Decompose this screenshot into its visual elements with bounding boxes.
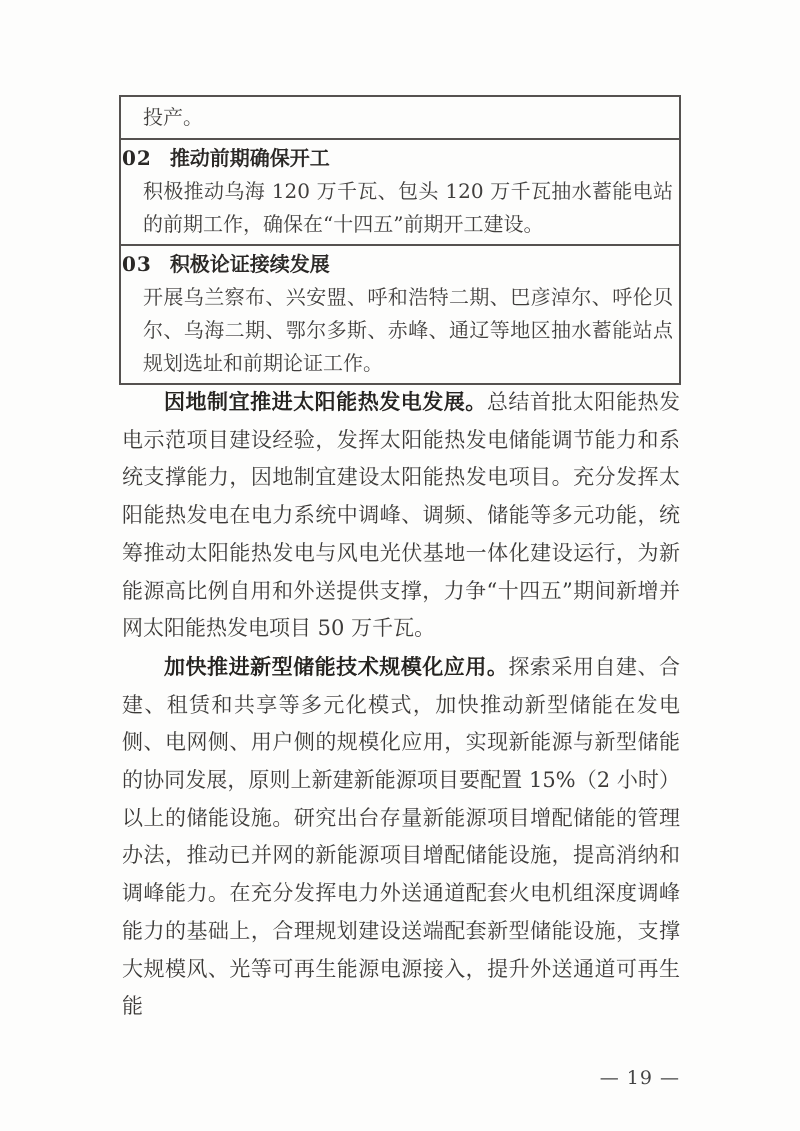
key-tasks-box (119, 95, 681, 385)
box-item-03-title: 积极论证接续发展 (169, 252, 330, 276)
paragraph-solar-thermal-lead: 因地制宜推进太阳能热发电发展。 (164, 389, 487, 414)
box-item-02-title: 推动前期确保开工 (169, 146, 330, 170)
paragraph-solar-thermal (122, 383, 680, 648)
page-footer (572, 1045, 680, 1111)
box-item-03-heading (121, 248, 675, 281)
paragraph-energy-storage-text: 探索采用自建、合建、租赁和共享等多元化模式，加快推动新型储能在发电侧、电网侧、用户侧的规模化应用，实现新能源与新型储能的协同发展，原则上新建新能源项目要配置 15%（2 小时）以上的储能设施。研究出台存量新能源项目增配储能的管理办法，推动已并网的新能源项目增配储能设施，提高消纳和调峰能力。在充分发挥电力外送通道配套火电机组深度调峰能力的基础上，合理规划建设送端配套新型储能设施，支撑大规模风、光等可再生能源电源接入，提升外送通道可再生能 (122, 654, 681, 1019)
box-item-03-body: 开展乌兰察布、兴安盟、呼和浩特二期、巴彦淖尔、呼伦贝尔、乌海二期、鄂尔多斯、赤峰、通辽等地区抽水蓄能站点规划选址和前期论证工作。 (143, 285, 673, 375)
page-number: — 19 — (599, 1067, 680, 1089)
paragraph-solar-thermal-text: 总结首批太阳能热发电示范项目建设经验，发挥太阳能热发电储能调节能力和系统支撑能力，因地制宜建设太阳能热发电项目。充分发挥太阳能热发电在电力系统中调峰、调频、储能等多元功能，统筹推动太阳能热发电与风电光伏基地一体化建设运行，为新能源高比例自用和外送提供支撑，力争“十四五”期间新增并网太阳能热发电项目 50 万千瓦。 (122, 390, 681, 641)
paragraph-energy-storage (122, 648, 680, 1026)
box-item-02-body: 积极推动乌海 120 万千瓦、包头 120 万千瓦抽水蓄能电站的前期工作，确保在“十四五”前期开工建设。 (143, 179, 673, 236)
box-item-02 (121, 140, 679, 246)
box-item-02-heading (121, 142, 675, 175)
body-text (122, 383, 680, 1026)
box-item-continuation (121, 97, 679, 140)
box-item-03-number: 03 (122, 252, 152, 276)
paragraph-energy-storage-lead: 加快推进新型储能技术规模化应用。 (164, 653, 509, 679)
box-item-continuation-text: 投产。 (143, 105, 203, 129)
box-item-02-number: 02 (122, 146, 152, 170)
box-item-03 (121, 246, 679, 383)
